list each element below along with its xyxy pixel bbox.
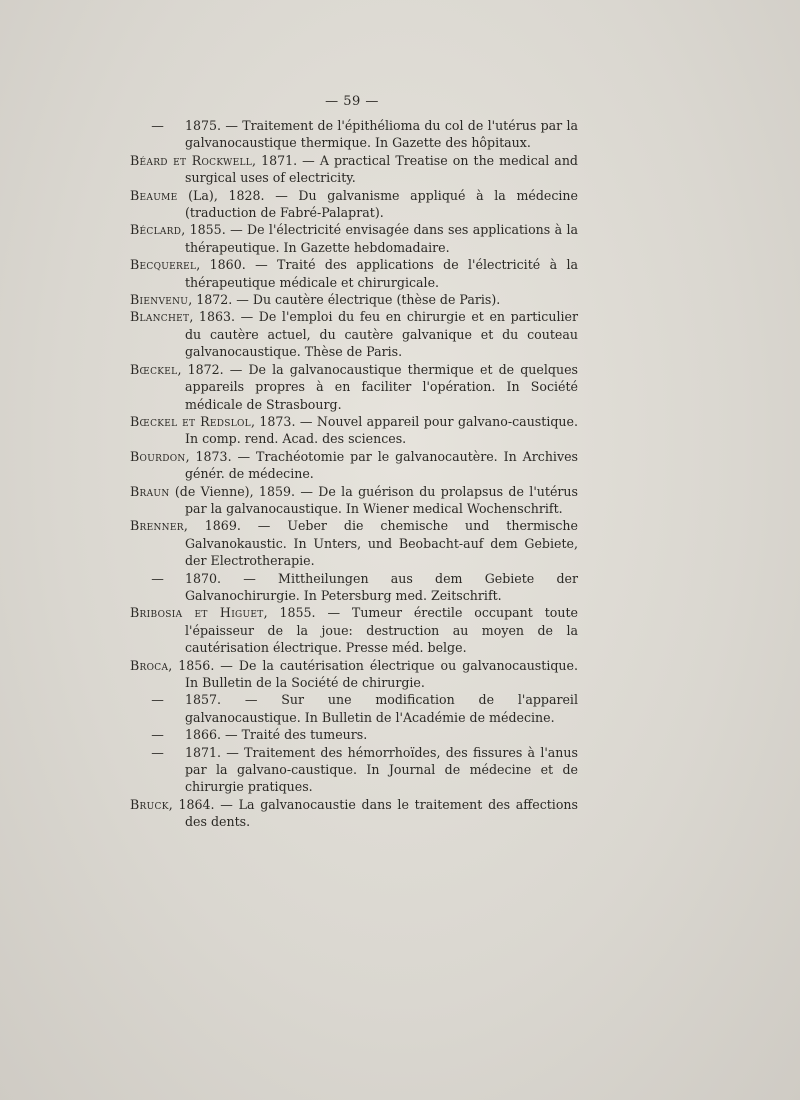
bibliography-entry	[130, 291, 578, 308]
entry-dash: —	[151, 570, 164, 586]
entry-author: Bruck	[130, 796, 169, 812]
entry-text: , 1873. — Trachéotomie par le galvanocautère. In Archives génér. de médecine.	[185, 448, 578, 482]
entry-author: Broca	[130, 657, 169, 673]
entry-author: Brenner	[130, 518, 184, 534]
bibliography-list	[130, 117, 578, 831]
bibliography-entry	[130, 570, 578, 605]
entry-text: , 1855. — Tumeur érectile occupant toute l'épaisseur de la joue: destruction au moyen de la cautérisation électrique. Presse méd. belge.	[185, 605, 578, 656]
entry-dash: —	[151, 727, 164, 743]
bibliography-entry	[130, 657, 578, 692]
bibliography-entry	[130, 691, 578, 726]
entry-text: , 1864. — La galvanocaustie dans le traitement des affections des dents.	[168, 796, 578, 830]
entry-dash: —	[151, 118, 164, 133]
entry-author: Bœckel et Redslol	[130, 413, 251, 429]
entry-text: (La), 1828. — Du galvanisme appliqué à la médecine (traduction de Fabré-Palaprat).	[177, 187, 578, 221]
bibliography-entry	[130, 117, 578, 152]
bibliography-entry	[130, 726, 578, 743]
entry-author: Bœckel	[130, 361, 178, 377]
entry-text: , 1872. — De la galvanocaustique thermique et de quelques appareils propres à en faciliter l'opération. In Société médicale de Strasbourg.	[177, 361, 578, 412]
entry-author: Blanchet	[130, 309, 190, 325]
bibliography-entry	[130, 152, 578, 187]
bibliography-entry	[130, 604, 578, 656]
entry-text: 1870. — Mittheilungen aus dem Gebiete der Galvanochirurgie. In Petersburg med. Zeitschrift.	[185, 570, 578, 603]
entry-author: Bourdon	[130, 448, 186, 464]
entry-text: (de Vienne), 1859. — De la guérison du prolapsus de l'utérus par la galvanocaustique. In Wiener medical Wochenschrift.	[169, 483, 578, 516]
bibliography-entry	[130, 796, 578, 831]
entry-author: Béclard	[130, 222, 182, 238]
bibliography-entry	[130, 483, 578, 518]
bibliography-entry	[130, 256, 578, 291]
entry-text: 1866. — Traité des tumeurs.	[185, 727, 368, 743]
entry-text: , 1871. — A practical Treatise on the medical and surgical uses of electricity.	[185, 152, 578, 186]
entry-text: 1875. — Traitement de l'épithélioma du col de l'utérus par la galvanocaustique thermique. In Gazette des hôpitaux.	[185, 118, 578, 151]
entry-dash: —	[151, 692, 164, 708]
entry-author: Beaume	[130, 187, 178, 203]
bibliography-entry	[130, 361, 578, 413]
bibliography-entry	[130, 221, 578, 256]
entry-text: , 1860. — Traité des applications de l'électricité à la thérapeutique médicale et chirurgicale.	[185, 257, 578, 290]
entry-author: Braun	[130, 483, 170, 499]
page-number: — 59 —	[325, 94, 379, 109]
entry-text: , 1856. — De la cautérisation électrique ou galvanocaustique. In Bulletin de la Société de chirurgie.	[168, 657, 578, 690]
bibliography-entry	[130, 448, 578, 483]
entry-dash: —	[151, 744, 164, 760]
entry-text: , 1855. — De l'électricité envisagée dans ses applications à la thérapeutique. In Gazette hebdomadaire.	[181, 222, 578, 255]
bibliography-entry	[130, 517, 578, 569]
bibliography-entry	[130, 187, 578, 222]
entry-text: , 1863. — De l'emploi du feu en chirurgie et en particulier du cautère actuel, du cautère galvanique et du couteau galvanocaustique. Thèse de Paris.	[185, 309, 578, 360]
bibliography-entry	[130, 744, 578, 796]
bibliography-entry	[130, 308, 578, 360]
entry-author: Bienvenu	[130, 292, 189, 308]
entry-text: , 1873. — Nouvel appareil pour galvano-caustique. In comp. rend. Acad. des sciences.	[185, 413, 578, 447]
entry-text: , 1872. — Du cautère électrique (thèse de Paris).	[188, 292, 501, 308]
entry-text: 1857. — Sur une modification de l'appareil galvanocaustique. In Bulletin de l'Académie de médecine.	[185, 692, 578, 725]
entry-text: 1871. — Traitement des hémorrhoïdes, des fissures à l'anus par la galvano-caustique. In Journal de médecine et de chirurgie pratiques.	[185, 744, 578, 795]
entry-author: Bribosia et Higuet	[130, 605, 264, 621]
entry-author: Becquerel	[130, 257, 197, 273]
entry-author: Béard et Rockwell	[130, 152, 253, 168]
entry-text: , 1869. — Ueber die chemische und thermische Galvanokaustic. In Unters, und Beobacht-auf dem Gebiete, der Electrotherapie.	[183, 518, 578, 569]
bibliography-entry	[130, 413, 578, 448]
